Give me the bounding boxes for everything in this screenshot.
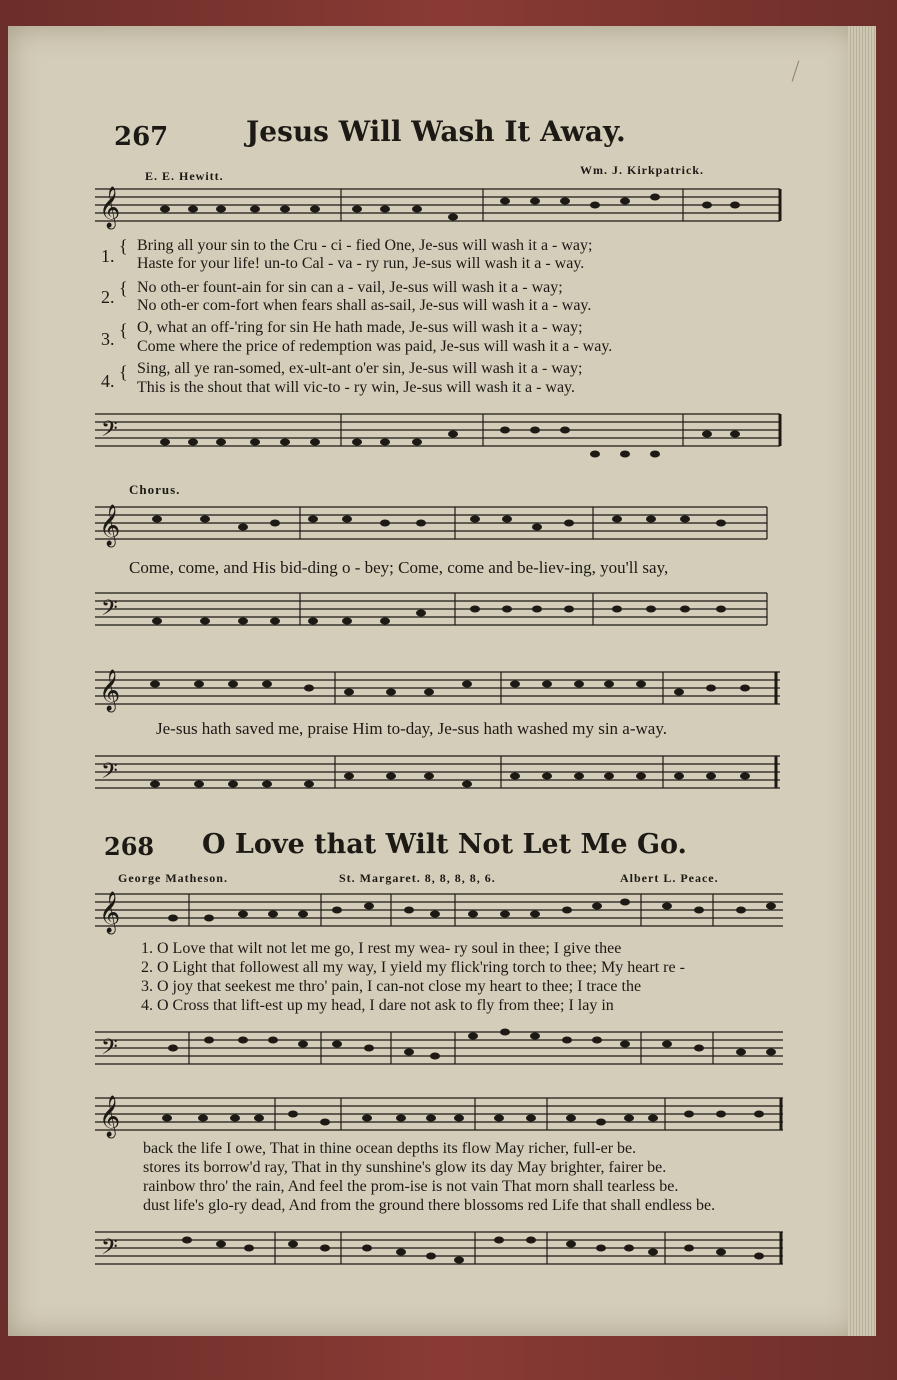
verse-line: 2. O Light that followest all my way, I yield my flick'ring torch to thee; My heart re -	[141, 959, 685, 976]
verse-number: 2.	[101, 287, 115, 307]
verse-line: dust life's glo-ry dead, And from the ground there blossoms red Life that shall endless be.	[143, 1197, 716, 1214]
verse-line: 3. O joy that seekest me thro' pain, I can-not close my heart to thee; I trace the	[141, 978, 642, 995]
chorus-label: Chorus.	[129, 482, 181, 497]
hymn-267-author: E. E. Hewitt.	[145, 169, 224, 183]
music-staff-treble	[95, 185, 785, 227]
music-staff-treble	[95, 668, 785, 711]
verse-line: stores its borrow'd ray, That in thy sunshine's glow its day May brighter, fairer be.	[143, 1159, 667, 1176]
svg-text:𝄢: 𝄢	[101, 1235, 118, 1265]
hymn-268-tune: St. Margaret. 8, 8, 8, 8, 6.	[339, 871, 496, 885]
hymn-268-author: George Matheson.	[118, 871, 228, 885]
verse-line: This is the shout that will vic-to - ry win, Je-sus will wash it a - way.	[137, 379, 576, 396]
music-staff-bass	[95, 1228, 785, 1276]
verse-line: No oth-er fount-ain for sin can a - vail, Je-sus will wash it a - way;	[137, 279, 563, 296]
svg-text:𝄢: 𝄢	[101, 1035, 118, 1065]
svg-text:𝄢: 𝄢	[101, 759, 118, 789]
svg-text:𝄞: 𝄞	[99, 187, 121, 228]
chorus-lyric-line: Come, come, and His bid-ding o - bey; Come, come and be-liev-ing, you'll say,	[129, 558, 669, 577]
svg-text:𝄢: 𝄢	[101, 417, 118, 447]
music-staff-bass	[95, 410, 785, 466]
hymn-title-268: O Love that Wilt Not Let Me Go.	[202, 829, 687, 860]
verse-brace: {	[119, 236, 128, 256]
verse-line: Haste for your life! un-to Cal - va - ry run, Je-sus will wash it a - way.	[137, 255, 585, 272]
hymn-title-267: Jesus Will Wash It Away.	[246, 115, 626, 148]
music-staff-bass	[95, 1028, 785, 1068]
music-staff-treble	[95, 890, 785, 933]
chorus-lyric-line: Je-sus hath saved me, praise Him to-day, Je-sus hath washed my sin a-way.	[156, 719, 667, 738]
svg-text:𝄢: 𝄢	[101, 596, 118, 626]
music-staff-treble	[95, 1094, 785, 1136]
verse-line: O, what an off-'ring for sin He hath made, Je-sus will wash it a - way;	[137, 319, 583, 336]
verse-line: No oth-er com-fort when fears shall as-sail, Je-sus will wash it a - way.	[137, 297, 592, 314]
svg-text:𝄞: 𝄞	[99, 1096, 121, 1137]
hymn-267-composer: Wm. J. Kirkpatrick.	[580, 163, 704, 177]
verse-line: Come where the price of redemption was paid, Je-sus will wash it a - way.	[137, 338, 613, 355]
verse-brace: {	[119, 278, 128, 298]
verse-line: Bring all your sin to the Cru - ci - fied One, Je-sus will wash it a - way;	[137, 237, 593, 254]
verse-line: rainbow thro' the rain, And feel the prom-ise is not vain That morn shall tearless be.	[143, 1178, 679, 1195]
svg-text:𝄞: 𝄞	[99, 892, 121, 933]
verse-line: back the life I owe, That in thine ocean depths its flow May richer, full-er be.	[143, 1140, 637, 1157]
music-staff-bass	[95, 752, 785, 798]
music-staff-treble	[95, 503, 785, 546]
verse-number: 3.	[101, 329, 115, 349]
music-staff-bass	[95, 589, 785, 633]
hymn-268-composer: Albert L. Peace.	[620, 871, 719, 885]
verse-brace: {	[119, 320, 128, 340]
verse-number: 4.	[101, 371, 115, 391]
verse-line: 4. O Cross that lift-est up my head, I dare not ask to fly from thee; I lay in	[141, 997, 614, 1014]
verse-brace: {	[119, 362, 128, 382]
svg-text:𝄞: 𝄞	[99, 505, 121, 546]
verse-line: Sing, all ye ran-somed, ex-ult-ant o'er sin, Je-sus will wash it a - way;	[137, 360, 583, 377]
svg-text:𝄞: 𝄞	[99, 670, 121, 711]
page-edges	[848, 26, 876, 1336]
hymn-number-267: 267	[114, 122, 169, 152]
verse-line: 1. O Love that wilt not let me go, I rest my wea- ry soul in thee; I give thee	[141, 940, 622, 957]
hymn-number-268: 268	[104, 832, 155, 861]
verse-number: 1.	[101, 246, 115, 266]
